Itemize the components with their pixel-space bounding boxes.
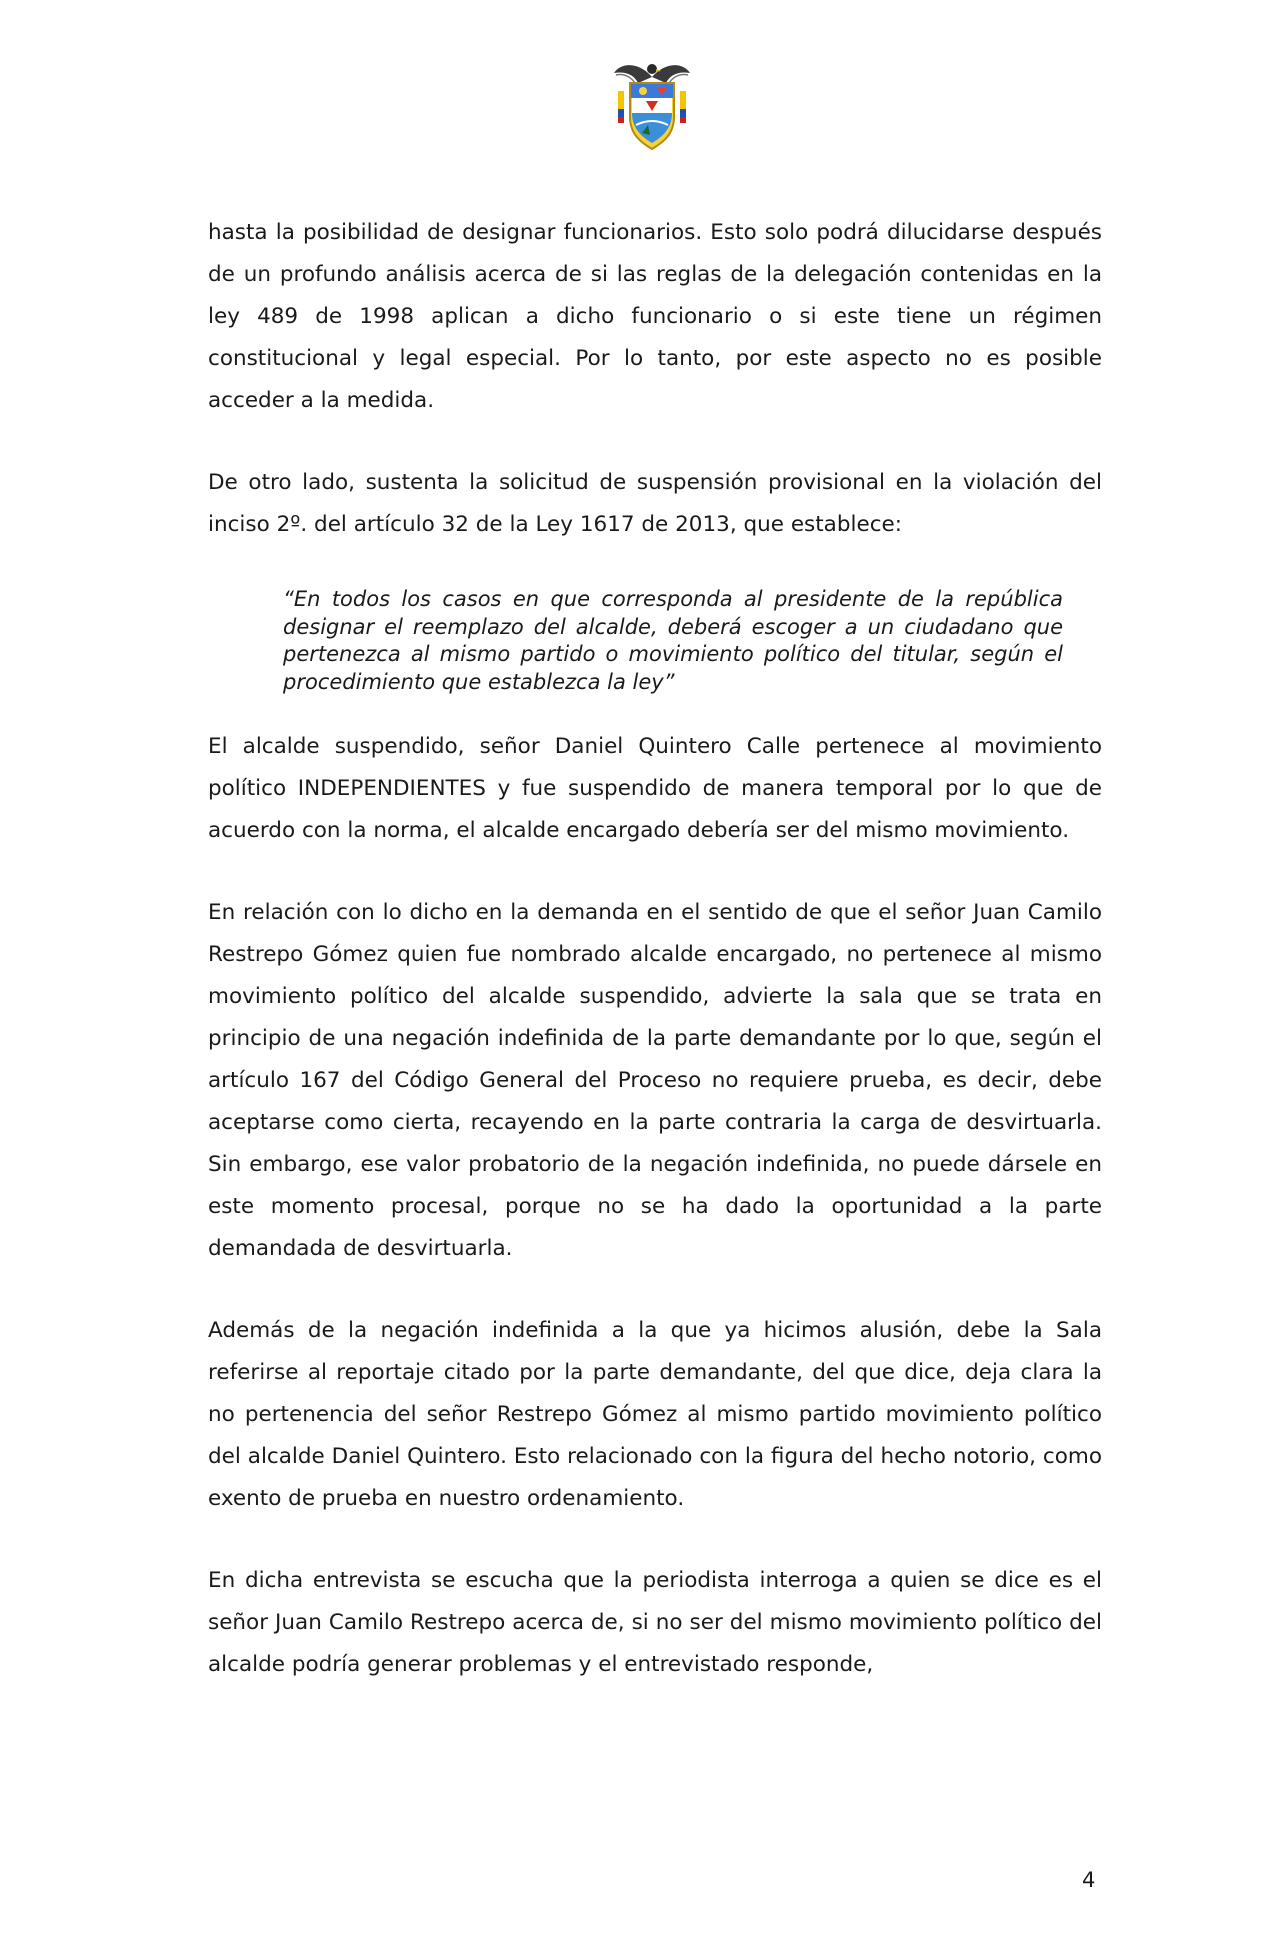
body-paragraph-4: En relación con lo dicho en la demanda en el sentido de que el señor Juan Camilo Restrepo Gómez quien fue nombrado alcalde encargado, no pertenece al mismo movimiento político del alcalde suspendido, advierte la sala que se trata en principio de una negación indefinida de la parte demandante por lo que, según el artículo 167 del Código General del Proceso no requiere prueba, es decir, debe aceptarse como cierta, recayendo en la parte contraria la carga de desvirtuarla. Sin embargo, ese valor probatorio de la negación indefinida, no puede dársele en este momento procesal, porque no se ha dado la oportunidad a la parte demandada de desvirtuarla. — [208, 900, 1102, 1261]
block-quote: “En todos los casos en que corresponda al presidente de la república designar el reemplazo del alcalde, deberá escoger a un ciudadano que pertenezca al mismo partido o movimiento político del titular, según el procedimiento que establezca la ley” — [283, 587, 1063, 694]
body-paragraph-6: En dicha entrevista se escucha que la periodista interroga a quien se dice es el señor Juan Camilo Restrepo acerca de, si no ser del mismo movimiento político del alcalde podría generar problemas y el entrevistado responde, — [208, 1568, 1102, 1677]
body-paragraph-5: Además de la negación indefinida a la que ya hicimos alusión, debe la Sala referirse al reportaje citado por la parte demandante, del que dice, deja clara la no pertenencia del señor Restrepo Gómez al mismo partido movimiento político del alcalde Daniel Quintero. Esto relacionado con la figura del hecho notorio, como exento de prueba en nuestro ordenamiento. — [208, 1318, 1102, 1511]
body-paragraph-1: hasta la posibilidad de designar funcionarios. Esto solo podrá dilucidarse después de un profundo análisis acerca de si las reglas de la delegación contenidas en la ley 489 de 1998 aplican a dicho funcionario o si este tiene un régimen constitucional y legal especial. Por lo tanto, por este aspecto no es posible acceder a la medida. — [208, 220, 1102, 413]
body-paragraph-2: De otro lado, sustenta la solicitud de suspensión provisional en la violación del inciso 2º. del artículo 32 de la Ley 1617 de 2013, que establece: — [208, 470, 1102, 537]
document-body — [208, 212, 1102, 1726]
page-number: 4 — [1082, 1868, 1096, 1892]
body-paragraph-3: El alcalde suspendido, señor Daniel Quintero Calle pertenece al movimiento político INDEPENDIENTES y fue suspendido de manera temporal por lo que de acuerdo con la norma, el alcalde encargado debería ser del mismo movimiento. — [208, 734, 1102, 843]
colombia-coat-of-arms-icon — [612, 55, 692, 155]
